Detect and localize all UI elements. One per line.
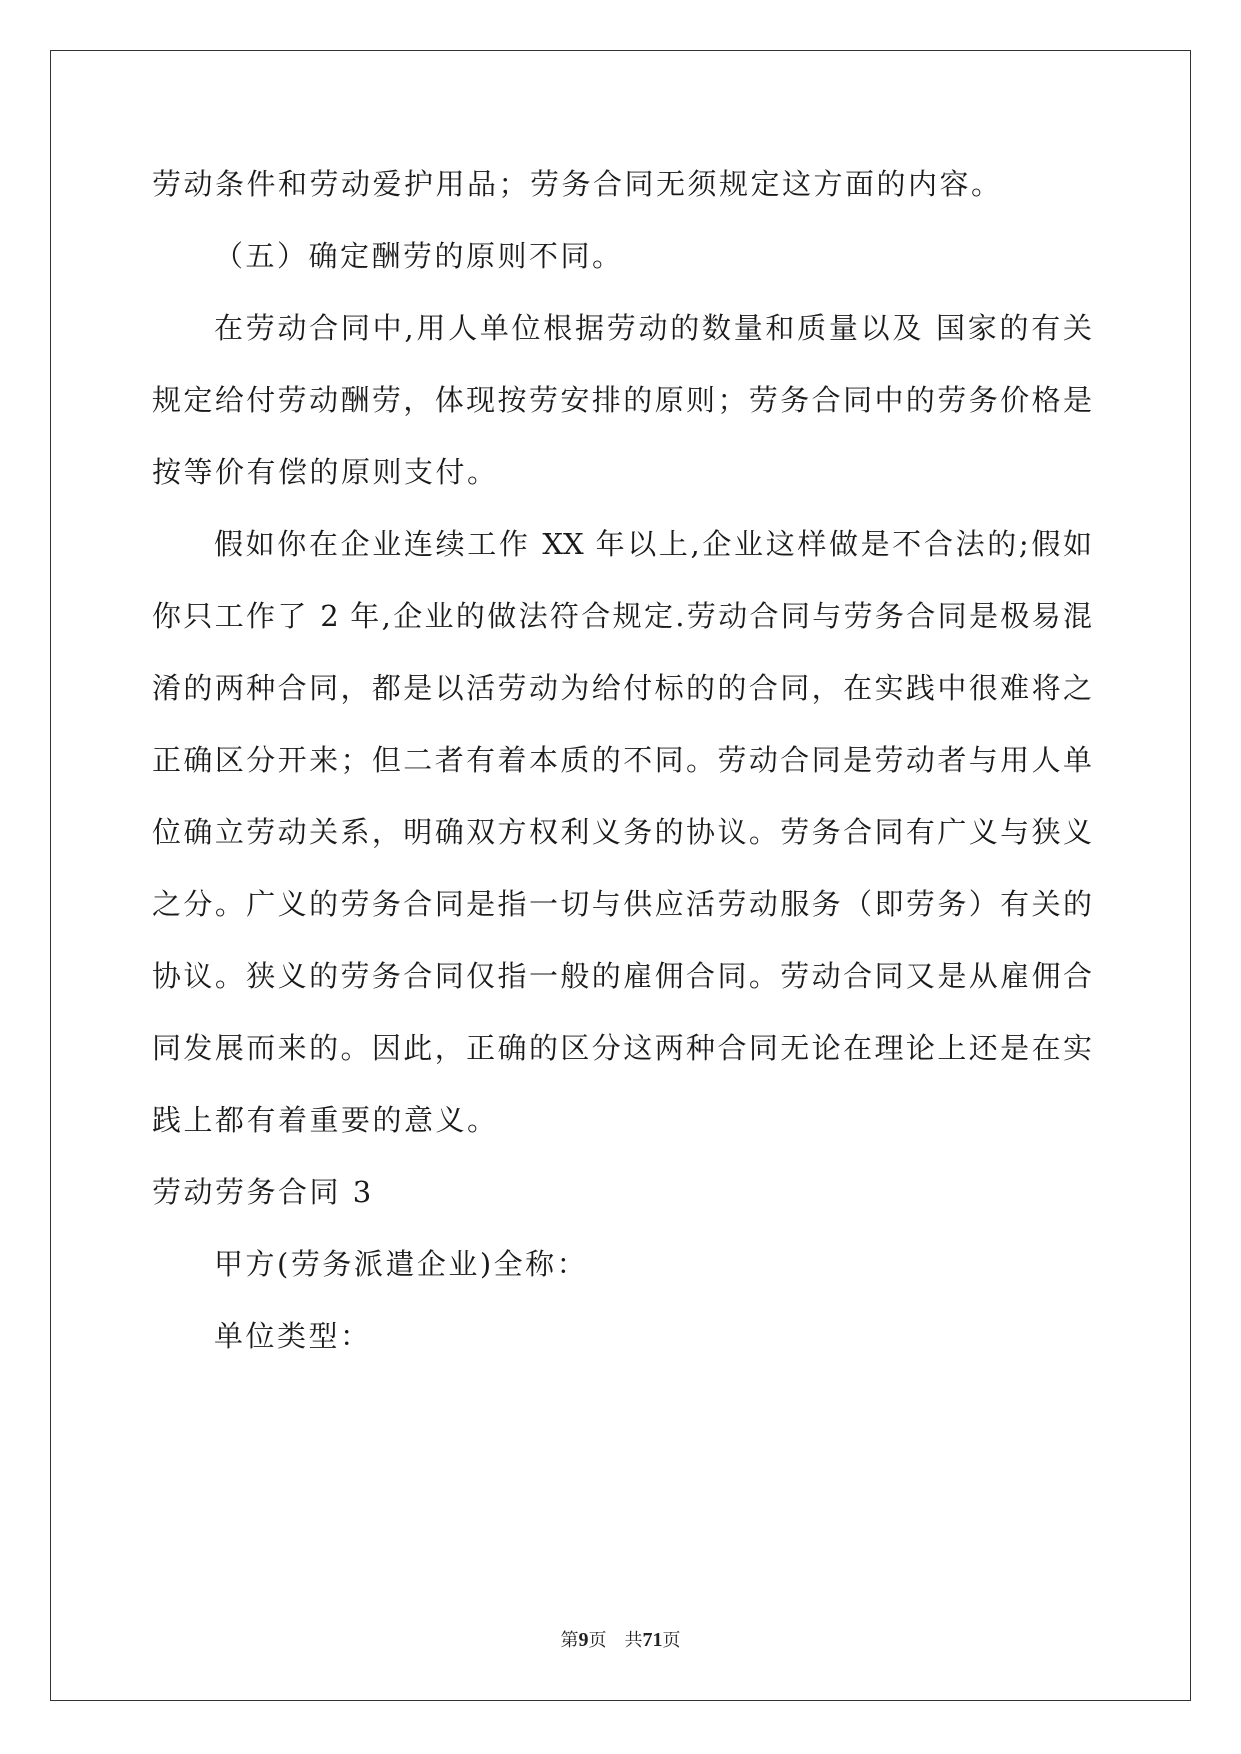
- text-line: 正确区分开来；但二者有着本质的不同。劳动合同是劳动者与用人单: [152, 743, 1092, 777]
- text-line: 按等价有偿的原则支付。: [152, 455, 499, 489]
- form-field-label: 单位类型：: [214, 1319, 372, 1353]
- text-line: 践上都有着重要的意义。: [152, 1103, 499, 1137]
- form-field-label: 甲方(劳务派遣企业)全称：: [214, 1247, 589, 1281]
- text-line: 协议。狭义的劳务合同仅指一般的雇佣合同。劳动合同又是从雇佣合: [152, 959, 1092, 993]
- text-line: 位确立劳动关系，明确双方权利义务的协议。劳务合同有广义与狭义: [152, 815, 1092, 849]
- section-heading: （五）确定酬劳的原则不同。: [214, 239, 624, 273]
- total-pages: 71: [642, 1629, 663, 1651]
- page-border: [50, 50, 1191, 1701]
- text-line: 在劳动合同中,用人单位根据劳动的数量和质量以及 国家的有关: [214, 311, 1092, 345]
- footer-total-suffix: 页: [662, 1630, 681, 1651]
- text-line: 之分。广义的劳务合同是指一切与供应活劳动服务（即劳务）有关的: [152, 887, 1092, 921]
- text-line: 劳动条件和劳动爱护用品；劳务合同无须规定这方面的内容。: [152, 167, 1003, 201]
- text-line: 同发展而来的。因此，正确的区分这两种合同无论在理论上还是在实: [152, 1031, 1092, 1065]
- text-line: 假如你在企业连续工作 XX 年以上,企业这样做是不合法的;假如: [214, 527, 1092, 561]
- page-footer: [0, 1628, 1241, 1653]
- footer-page-suffix: 页: [588, 1630, 607, 1651]
- text-line: 你只工作了 2 年,企业的做法符合规定.劳动合同与劳务合同是极易混: [152, 599, 1092, 633]
- section-title: 劳动劳务合同 3: [152, 1175, 374, 1209]
- footer-prefix: 第: [560, 1630, 579, 1651]
- text-line: 规定给付劳动酬劳，体现按劳安排的原则；劳务合同中的劳务价格是: [152, 383, 1092, 417]
- footer-total-prefix: 共: [624, 1630, 643, 1651]
- text-line: 淆的两种合同，都是以活劳动为给付标的的合同，在实践中很难将之: [152, 671, 1092, 705]
- page-number: 9: [578, 1629, 589, 1651]
